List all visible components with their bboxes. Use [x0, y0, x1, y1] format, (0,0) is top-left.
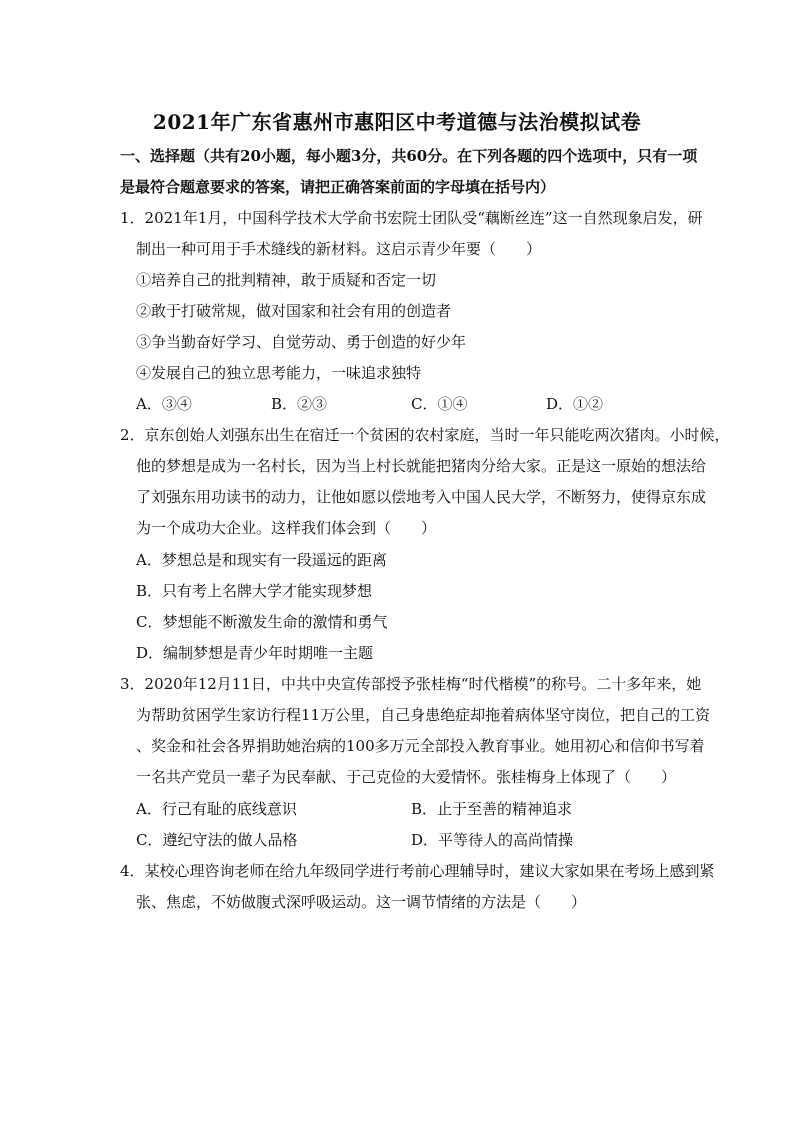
- question-1-option-c: C．①④: [411, 395, 468, 413]
- section-heading-line2: 是最符合题意要求的答案，请把正确答案前面的字母填在括号内）: [120, 178, 556, 196]
- page-title: 2021年广东省惠州市惠阳区中考道德与法治模拟试卷: [152, 110, 642, 134]
- question-3-line4: 一名共产党员一辈子为民奉献、于己克俭的大爱情怀。张桂梅身上体现了（ ）: [136, 768, 677, 786]
- question-3-line2: 为帮助贫困学生家访行程11万公里，自己身患绝症却拖着病体坚守岗位，把自己的工资: [136, 706, 711, 724]
- question-1-line2: 制出一种可用于手术缝线的新材料。这启示青少年要（ ）: [136, 240, 542, 258]
- question-3-option-a: A．行己有耻的底线意识: [136, 800, 297, 818]
- question-1-option-d: D．①②: [546, 395, 604, 413]
- question-2-line3: 了刘强东用功读书的动力，让他如愿以偿地考入中国人民大学，不断努力，使得京东成: [136, 488, 707, 506]
- question-1-option-a: A．③④: [136, 395, 192, 413]
- question-2-option-d: D．编制梦想是青少年时期唯一主题: [136, 644, 374, 662]
- section-heading-line1: 一、选择题（共有20小题，每小题3分，共60分。在下列各题的四个选项中，只有一项: [120, 147, 698, 165]
- question-4-line2: 张、焦虑，不妨做腹式深呼吸运动。这一调节情绪的方法是（ ）: [136, 893, 587, 911]
- question-1-item1: ①培养自己的批判精神，敢于质疑和否定一切: [136, 271, 437, 289]
- question-1-option-b: B．②③: [271, 395, 328, 413]
- question-1-line1: 1．2021年1月，中国科学技术大学俞书宏院士团队受“藕断丝连”这一自然现象启发，研: [120, 209, 703, 227]
- question-3-option-b: B．止于至善的精神追求: [411, 800, 573, 818]
- question-4-line1: 4．某校心理咨询老师在给九年级同学进行考前心理辅导时，建议大家如果在考场上感到紧: [120, 862, 715, 880]
- question-3-line1: 3．2020年12月11日，中共中央宣传部授予张桂梅“时代楷模”的称号。二十多年来，她: [120, 675, 702, 693]
- question-2-option-b: B．只有考上名牌大学才能实现梦想: [136, 582, 373, 600]
- question-2-option-a: A．梦想总是和现实有一段遥远的距离: [136, 551, 387, 569]
- question-2-line2: 他的梦想是成为一名村长，因为当上村长就能把猪肉分给大家。正是这一原始的想法给: [136, 457, 707, 475]
- question-2-line1: 2．京东创始人刘强东出生在宿迁一个贫困的农村家庭，当时一年只能吃两次猪肉。小时候，: [120, 426, 730, 444]
- question-3-option-c: C．遵纪守法的做人品格: [136, 831, 298, 849]
- question-1-item4: ④发展自己的独立思考能力，一味追求独特: [136, 364, 422, 382]
- question-3-line3: 、奖金和社会各界捐助她治病的100多万元全部投入教育事业。她用初心和信仰书写着: [136, 737, 705, 755]
- question-3-option-d: D．平等待人的高尚情操: [411, 831, 574, 849]
- question-1-item2: ②敢于打破常规，做对国家和社会有用的创造者: [136, 302, 452, 320]
- question-2-line4: 为一个成功大企业。这样我们体会到（ ）: [136, 519, 437, 537]
- question-1-item3: ③争当勤奋好学习、自觉劳动、勇于创造的好少年: [136, 333, 467, 351]
- question-2-option-c: C．梦想能不断激发生命的激情和勇气: [136, 613, 388, 631]
